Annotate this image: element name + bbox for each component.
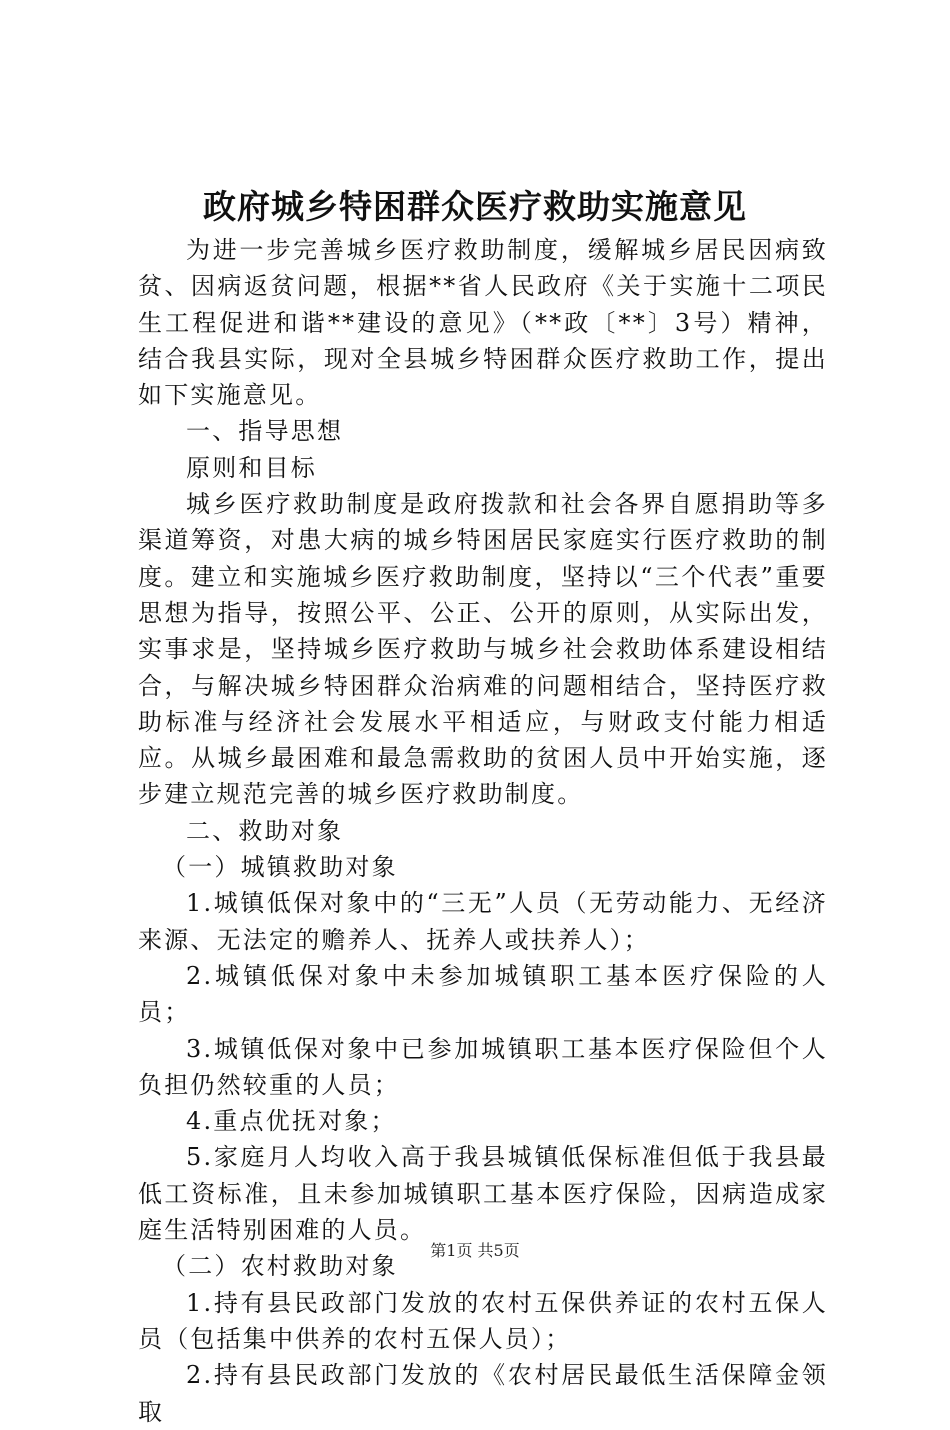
list-item-urban-2: 2.城镇低保对象中未参加城镇职工基本医疗保险的人员； bbox=[138, 961, 828, 1027]
subsection-heading-urban: （一）城镇救助对象 bbox=[162, 853, 398, 882]
subsection-heading-rural: （二）农村救助对象 bbox=[162, 1252, 398, 1281]
body-paragraph-principles: 城乡医疗救助制度是政府拨款和社会各界自愿捐助等多渠道筹资，对患大病的城乡特困居民家庭实行医疗救助的制度。建立和实施城乡医疗救助制度，坚持以“三个代表”重要思想为指导，按照公平、公正、公开的原则，从实际出发，实事求是，坚持城乡医疗救助与城乡社会救助体系建设相结合，与解决城乡特困群众治病难的问题相结合，坚持医疗救助标准与经济社会发展水平相适应，与财政支付能力相适应。从城乡最困难和最急需救助的贫困人员中开始实施，逐步建立规范完善的城乡医疗救助制度。 bbox=[138, 490, 828, 809]
list-item-urban-5: 5.家庭月人均收入高于我县城镇低保标准但低于我县最低工资标准，且未参加城镇职工基本医疗保险，因病造成家庭生活特别困难的人员。 bbox=[138, 1143, 828, 1245]
list-item-urban-4: 4.重点优抚对象； bbox=[186, 1107, 397, 1136]
section-heading-principles-goals: 原则和目标 bbox=[186, 453, 317, 482]
intro-paragraph: 为进一步完善城乡医疗救助制度，缓解城乡居民因病致贫、因病返贫问题，根据**省人民政府《关于实施十二项民生工程促进和谐**建设的意见》（**政〔**〕3号）精神，结合我县实际，现对全县城乡特困群众医疗救助工作，提出如下实施意见。 bbox=[138, 236, 828, 410]
list-item-urban-3: 3.城镇低保对象中已参加城镇职工基本医疗保险但个人负担仍然较重的人员； bbox=[138, 1034, 828, 1099]
page-indicator: 第1页 共5页 bbox=[430, 1241, 520, 1260]
list-item-urban-1: 1.城镇低保对象中的“三无”人员（无劳动能力、无经济来源、无法定的赡养人、抚养人或扶养人）； bbox=[138, 889, 828, 954]
document-title: 政府城乡特困群众医疗救助实施意见 bbox=[203, 187, 747, 226]
list-item-rural-1: 1.持有县民政部门发放的农村五保供养证的农村五保人员（包括集中供养的农村五保人员）； bbox=[138, 1288, 828, 1353]
page-footer bbox=[0, 1240, 950, 1262]
section-heading-aid-recipients: 二、救助对象 bbox=[186, 816, 344, 845]
section-heading-guiding-ideology: 一、指导思想 bbox=[186, 417, 344, 446]
list-item-rural-2: 2.持有县民政部门发放的《农村居民最低生活保障金领取 bbox=[138, 1361, 828, 1426]
